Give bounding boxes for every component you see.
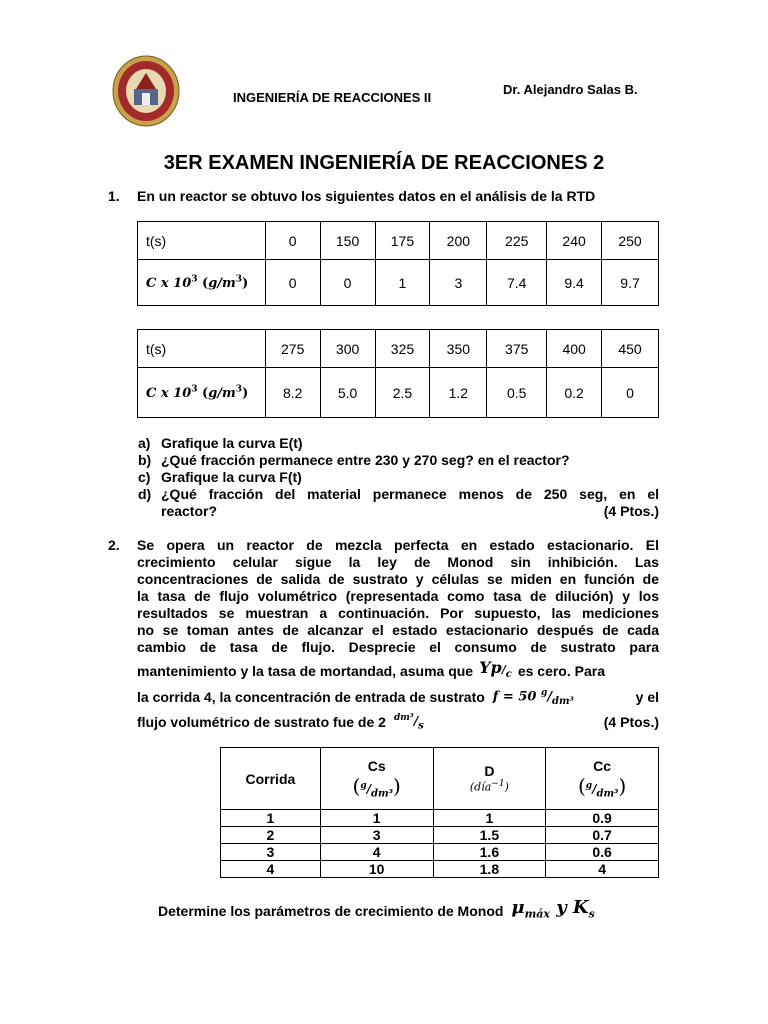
table-row bbox=[138, 260, 659, 306]
list-item: d) ¿Qué fracción del material permanece menos de 250 seg, en el bbox=[138, 486, 659, 502]
course-header: INGENIERÍA DE REACCIONES II bbox=[233, 90, 432, 105]
table-cell: 1.6 bbox=[433, 844, 546, 861]
paragraph-line: mantenimiento y la tasa de mortandad, asuma que $Yp/_c$ es cero. Para bbox=[137, 656, 659, 686]
paragraph-line: cambio de tasa de flujo. Desprecie el consumo de sustrato para bbox=[137, 639, 659, 655]
table-cell: 0 bbox=[320, 260, 375, 306]
table-header-row bbox=[221, 748, 659, 810]
list-item: reactor? (4 Ptos.) bbox=[161, 503, 659, 519]
table-cell: 0.5 bbox=[487, 368, 547, 418]
table-cell: 4 bbox=[320, 844, 433, 861]
column-header-cs: Cs $(^g/_{dm^3})$ bbox=[320, 748, 433, 810]
professor-name: Dr. Alejandro Salas B. bbox=[503, 82, 638, 97]
table-cell: 9.4 bbox=[547, 260, 602, 306]
table-cell: 275 bbox=[265, 330, 320, 368]
table-cell: 150 bbox=[320, 222, 375, 260]
table-cell: 3 bbox=[320, 827, 433, 844]
rtd-table-2 bbox=[137, 329, 659, 418]
question-2-number: 2. bbox=[108, 537, 120, 553]
table-row bbox=[221, 827, 659, 844]
question-2-body bbox=[137, 537, 659, 656]
list-item: c) Grafique la curva F(t) bbox=[138, 469, 302, 485]
paragraph-line: flujo volumétrico de sustrato fue de 2 $^{dm^3}/_s$ (4 Ptos.) bbox=[137, 709, 659, 735]
monod-parameters-formula: $\mu_{máx}$ y $K_s$ bbox=[511, 897, 595, 921]
concentration-formula: C x $10^3$ $(g/m^3)$ bbox=[146, 274, 249, 291]
paragraph-line: la corrida 4, la concentración de entrada de sustrato f = 50 $^g/_{dm^3}$ y el bbox=[137, 684, 659, 710]
table-cell: 400 bbox=[547, 330, 602, 368]
table-cell: 0 bbox=[265, 222, 320, 260]
question-1-points: (4 Ptos.) bbox=[603, 503, 659, 519]
table-cell: 175 bbox=[375, 222, 430, 260]
rtd-table-1 bbox=[137, 221, 659, 306]
row-label-time: t(s) bbox=[138, 330, 266, 368]
table-cell: 7.4 bbox=[487, 260, 547, 306]
table-cell: 1 bbox=[221, 810, 321, 827]
table-cell: 325 bbox=[375, 330, 430, 368]
paragraph-line: resultados se muestran a continuación. Por supuesto, las mediciones bbox=[137, 605, 659, 621]
table-cell: 4 bbox=[221, 861, 321, 878]
table-row bbox=[138, 368, 659, 418]
list-item: b) ¿Qué fracción permanece entre 230 y 270 seg? en el reactor? bbox=[138, 452, 570, 468]
question-2-points: (4 Ptos.) bbox=[603, 713, 659, 730]
table-cell: 1.8 bbox=[433, 861, 546, 878]
table-cell: 5.0 bbox=[320, 368, 375, 418]
table-cell: 8.2 bbox=[265, 368, 320, 418]
monod-table bbox=[220, 747, 659, 878]
exam-title: 3ER EXAMEN INGENIERÍA DE REACCIONES 2 bbox=[163, 152, 605, 174]
row-label-time: t(s) bbox=[138, 222, 266, 260]
table-row bbox=[221, 810, 659, 827]
question-1-prompt: En un reactor se obtuvo los siguientes datos en el análisis de la RTD bbox=[137, 188, 596, 204]
table-cell: 2.5 bbox=[375, 368, 430, 418]
column-header-corrida: Corrida bbox=[221, 748, 321, 810]
table-cell: 300 bbox=[320, 330, 375, 368]
list-item: a) Grafique la curva E(t) bbox=[138, 435, 303, 451]
row-label-concentration bbox=[138, 368, 266, 418]
table-cell: 1 bbox=[433, 810, 546, 827]
table-cell: 1 bbox=[375, 260, 430, 306]
table-cell: 4 bbox=[546, 861, 659, 878]
table-cell: 9.7 bbox=[602, 260, 659, 306]
feed-concentration-formula: f = 50 $^g/_{dm^3}$ bbox=[492, 687, 574, 707]
yield-formula: $Yp/_c$ bbox=[479, 657, 512, 681]
table-row bbox=[221, 861, 659, 878]
table-cell: 0.2 bbox=[547, 368, 602, 418]
table-cell: 250 bbox=[602, 222, 659, 260]
table-cell: 240 bbox=[547, 222, 602, 260]
table-cell: 450 bbox=[602, 330, 659, 368]
concentration-formula: C x $10^3$ $(g/m^3)$ bbox=[146, 384, 249, 401]
paragraph-line: concentraciones de salida de sustrato y células se miden en función de bbox=[137, 571, 659, 587]
table-cell: 0.6 bbox=[546, 844, 659, 861]
table-cell: 350 bbox=[430, 330, 487, 368]
table-cell: 3 bbox=[430, 260, 487, 306]
table-row bbox=[221, 844, 659, 861]
paragraph-line: crecimiento celular sigue la ley de Monod sin inhibición. Las bbox=[137, 554, 659, 570]
column-header-cc: Cc $(^g/_{dm^3})$ bbox=[546, 748, 659, 810]
question-1-number: 1. bbox=[108, 188, 120, 204]
table-cell: 1.2 bbox=[430, 368, 487, 418]
table-cell: 3 bbox=[221, 844, 321, 861]
table-cell: 200 bbox=[430, 222, 487, 260]
flow-rate-unit: $^{dm^3}/_s$ bbox=[393, 712, 424, 732]
table-cell: 2 bbox=[221, 827, 321, 844]
table-row bbox=[138, 330, 659, 368]
university-seal-logo bbox=[112, 55, 180, 127]
paragraph-line: no se toman antes de alcanzar el estado estacionario después de cada bbox=[137, 622, 659, 638]
table-row bbox=[138, 222, 659, 260]
table-cell: 0 bbox=[602, 368, 659, 418]
table-cell: 375 bbox=[487, 330, 547, 368]
question-1-items bbox=[138, 435, 659, 520]
table-cell: 10 bbox=[320, 861, 433, 878]
monod-instruction: Determine los parámetros de crecimiento de Monod $\mu_{máx}$ y $K_s$ bbox=[158, 897, 595, 921]
paragraph-line: Se opera un reactor de mezcla perfecta en estado estacionario. El bbox=[137, 537, 659, 553]
table-cell: 1.5 bbox=[433, 827, 546, 844]
table-cell: 1 bbox=[320, 810, 433, 827]
paragraph-line: la tasa de flujo volumétrico (representada como tasa de dilución) y los bbox=[137, 588, 659, 604]
table-cell: 0.9 bbox=[546, 810, 659, 827]
table-cell: 0.7 bbox=[546, 827, 659, 844]
column-header-d: D (día$^{-1}$) bbox=[433, 748, 546, 810]
table-cell: 225 bbox=[487, 222, 547, 260]
row-label-concentration bbox=[138, 260, 266, 306]
table-cell: 0 bbox=[265, 260, 320, 306]
